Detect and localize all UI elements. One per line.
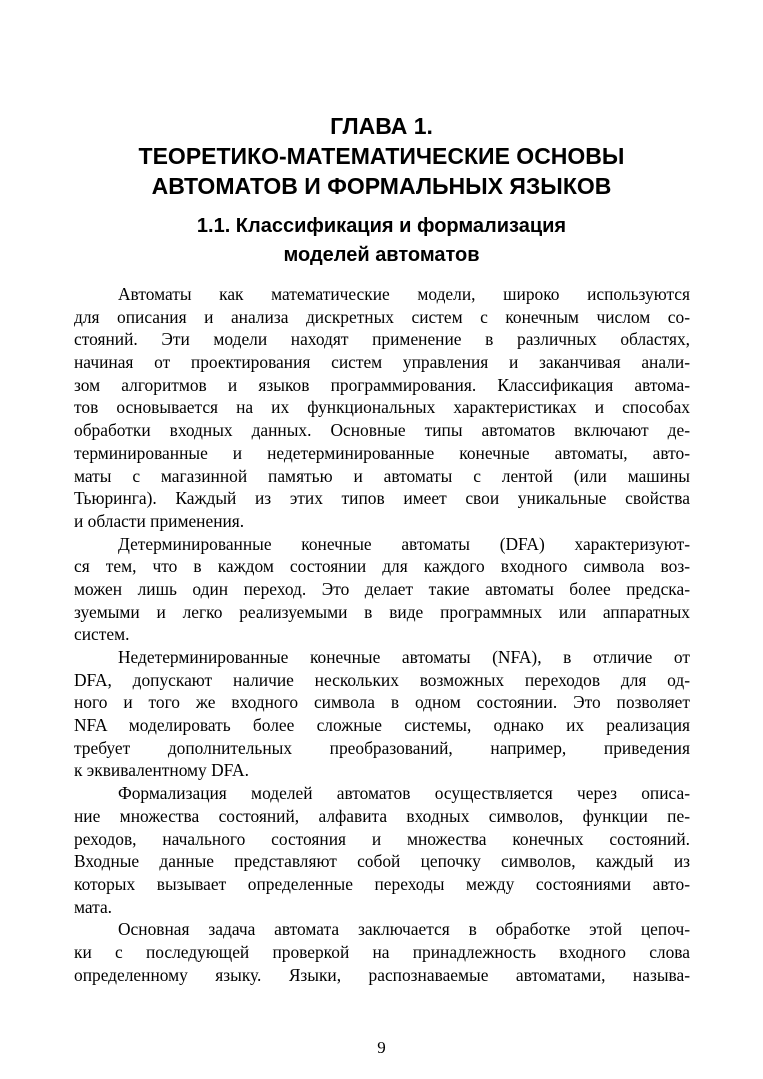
paragraph-line: систем. — [74, 624, 130, 645]
paragraph-line: маты с магазинной памятью и автоматы с лентой (или машины — [74, 465, 690, 486]
paragraph-line: DFA, допускают наличие нескольких возможных переходов для од- — [74, 669, 690, 690]
paragraph-line: тов основывается на их функциональных характеристиках и способах — [74, 397, 690, 418]
chapter-heading — [0, 111, 763, 201]
paragraph-line: обработки входных данных. Основные типы автоматов включают де- — [74, 420, 690, 441]
paragraph-line: стояний. Эти модели находят применение в различных областях, — [74, 329, 690, 350]
paragraph-line: мата. — [74, 896, 113, 917]
section-heading — [0, 212, 763, 270]
page-number: 9 — [377, 1038, 386, 1057]
paragraph-line: ного и того же входного символа в одном состоянии. Это позволяет — [74, 692, 690, 713]
paragraph-line: зом алгоритмов и языков программирования. Классификация автома- — [74, 374, 690, 395]
chapter-heading-line: АВТОМАТОВ И ФОРМАЛЬНЫХ ЯЗЫКОВ — [151, 173, 612, 199]
paragraph-line: терминированные и недетерминированные конечные автоматы, авто- — [74, 442, 690, 463]
chapter-heading-line: ТЕОРЕТИКО-МАТЕМАТИЧЕСКИЕ ОСНОВЫ — [138, 143, 625, 169]
paragraph-line: Входные данные представляют собой цепочку символов, каждый из — [74, 851, 690, 872]
paragraph-line: Детерминированные конечные автоматы (DFA) характеризуют- — [118, 533, 690, 554]
paragraph-line: ся тем, что в каждом состоянии для каждого входного символа воз- — [74, 556, 690, 577]
paragraph-line: для описания и анализа дискретных систем с конечным числом со- — [74, 306, 690, 327]
paragraph-line: Основная задача автомата заключается в обработке этой цепоч- — [118, 919, 690, 940]
paragraph — [74, 283, 690, 533]
paragraph-line: ки с последующей проверкой на принадлежность входного слова — [74, 941, 690, 962]
paragraph-line: можен лишь один переход. Это делает такие автоматы более предска- — [74, 578, 690, 599]
paragraph-line: Недетерминированные конечные автоматы (NFA), в отличие от — [118, 647, 690, 667]
paragraph-line: и области применения. — [74, 510, 245, 531]
paragraph-line: начиная от проектирования систем управления и заканчивая анали- — [74, 352, 690, 373]
paragraph-line: к эквивалентному DFA. — [74, 760, 249, 781]
paragraph-line: NFA моделировать более сложные системы, однако их реализация — [74, 715, 690, 736]
paragraph-line: Тьюринга). Каждый из этих типов имеет свои уникальные свойства — [74, 488, 690, 509]
paragraph — [74, 533, 690, 646]
paragraph-line: Формализация моделей автоматов осуществляется через описа- — [118, 783, 690, 804]
chapter-heading-line: ГЛАВА 1. — [330, 113, 433, 139]
paragraph — [74, 782, 690, 918]
body-text — [74, 283, 690, 986]
section-heading-line: моделей автоматов — [283, 244, 480, 266]
paragraph-line: зуемыми и легко реализуемыми в виде программных или аппаратных — [74, 601, 690, 622]
paragraph — [74, 918, 690, 986]
paragraph — [74, 646, 690, 782]
section-heading-line: 1.1. Классификация и формализация — [196, 215, 567, 237]
paragraph-line: ние множества состояний, алфавита входных символов, функции пе- — [74, 805, 690, 826]
paragraph-line: реходов, начального состояния и множества конечных состояний. — [74, 828, 690, 849]
paragraph-line: которых вызывает определенные переходы между состояниями авто- — [74, 873, 690, 894]
paragraph-line: Автоматы как математические модели, широко используются — [118, 284, 690, 304]
paragraph-line: требует дополнительных преобразований, например, приведения — [74, 737, 690, 758]
paragraph-line: определенному языку. Языки, распознаваемые автоматами, называ- — [74, 964, 690, 985]
